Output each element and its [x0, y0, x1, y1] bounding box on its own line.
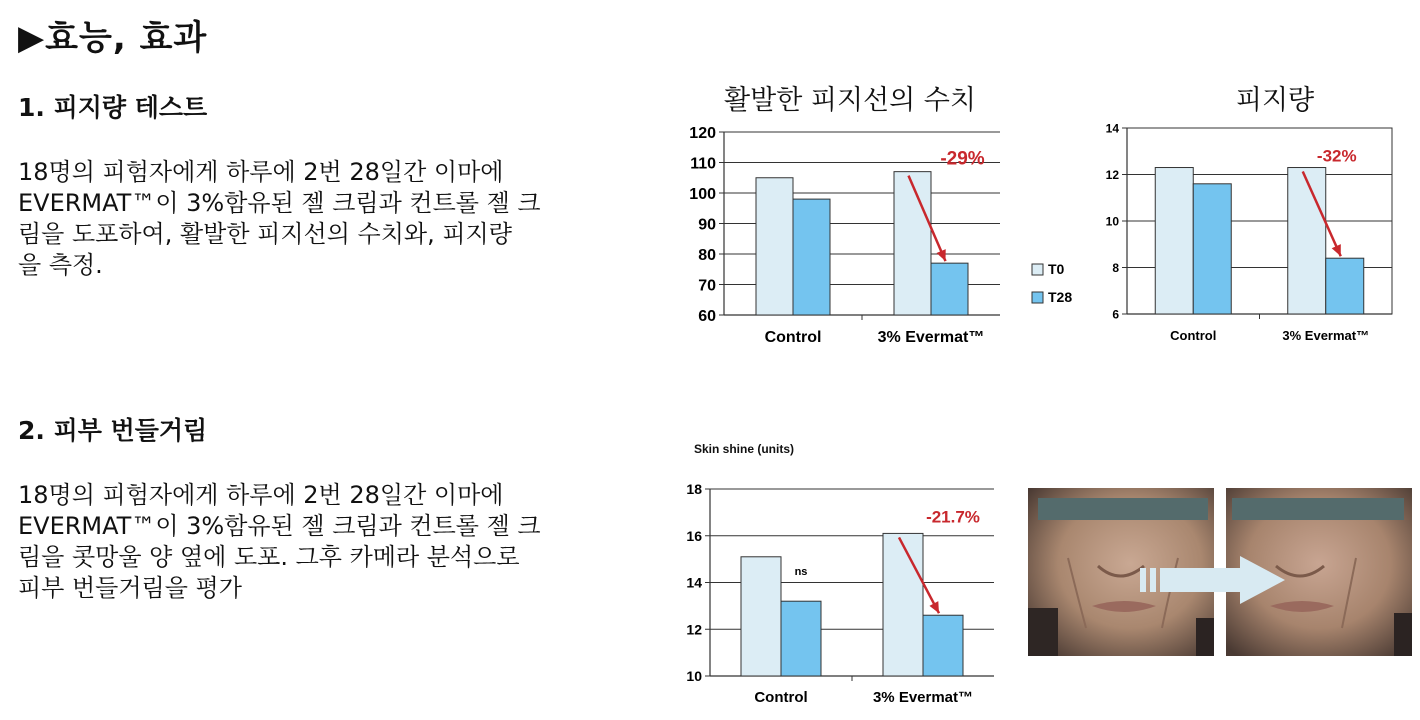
section1-line: EVERMAT™이 3%함유된 젤 크림과 컨트롤 젤 크: [18, 189, 541, 217]
reduction-percent-label: -21.7%: [926, 507, 980, 527]
chart3-group: [686, 481, 994, 706]
section2-line: 피부 번들거림을 평가: [18, 574, 242, 602]
bar-t0-control: [756, 178, 793, 315]
section2-line: EVERMAT™이 3%함유된 젤 크림과 컨트롤 젤 크: [18, 512, 541, 540]
chart3-plot: [672, 470, 1012, 720]
bar-t28-evermat: [931, 263, 968, 315]
chart1-plot: [680, 118, 1010, 358]
y-tick-label: 6: [1112, 307, 1119, 322]
chart1-group: [689, 125, 1000, 346]
chart2-title: 피지량: [1235, 85, 1315, 116]
x-category-label: Control: [764, 329, 822, 346]
y-tick-label: 100: [689, 185, 716, 203]
y-tick-label: 18: [686, 481, 702, 498]
section1-line: 림을 도포하여, 활발한 피지선의 수치와, 피지량: [18, 220, 512, 248]
section2-heading: 2. 피부 번들거림: [18, 416, 208, 445]
y-tick-label: 60: [698, 307, 716, 325]
reduction-percent-label: -32%: [1316, 146, 1357, 166]
eye-privacy-bar: [1038, 498, 1208, 520]
section1-line: 을 측정.: [18, 251, 103, 279]
y-tick-label: 10: [686, 668, 702, 685]
y-tick-label: 80: [698, 246, 716, 264]
section1-description: [18, 157, 541, 281]
chart1-title: 활발한 피지선의 수치: [724, 85, 976, 116]
bar-t0-evermat: [1288, 168, 1326, 314]
chart2-plot: [1095, 118, 1405, 358]
section1-line: 18명의 피험자에게 하루에 2번 28일간 이마에: [18, 158, 504, 186]
y-tick-label: 10: [1105, 214, 1119, 229]
x-category-label: Control: [754, 689, 808, 706]
y-tick-label: 8: [1112, 260, 1119, 275]
section2-line: 18명의 피험자에게 하루에 2번 28일간 이마에: [18, 481, 504, 509]
chart-legend: [1028, 258, 1098, 314]
y-tick-label: 14: [686, 574, 702, 591]
eye-privacy-bar: [1232, 498, 1404, 520]
comparison-arrow-icon: [1140, 556, 1290, 606]
ns-label: ns: [794, 565, 808, 578]
y-tick-label: 12: [1105, 167, 1119, 182]
y-tick-label: 90: [698, 216, 716, 234]
section2-line: 림을 콧망울 양 옆에 도포. 그후 카메라 분석으로: [18, 543, 520, 571]
bar-t28-control: [1193, 184, 1231, 314]
legend-swatch-t28: [1032, 292, 1043, 303]
y-tick-label: 110: [690, 155, 716, 173]
legend-label-t28: T28: [1048, 289, 1073, 305]
bar-t28-evermat: [923, 615, 963, 676]
section2-description: [18, 480, 541, 604]
legend-label-t0: T0: [1048, 261, 1065, 277]
bar-t0-evermat: [883, 533, 923, 676]
y-tick-label: 16: [686, 527, 702, 544]
bar-t28-control: [793, 199, 830, 315]
section1-heading: 1. 피지량 테스트: [18, 93, 208, 122]
x-category-label: 3% Evermat™: [872, 689, 974, 706]
bar-t0-control: [741, 557, 781, 676]
reduction-percent-label: -29%: [940, 148, 985, 170]
bar-t28-control: [781, 601, 821, 676]
bar-t0-evermat: [894, 172, 931, 315]
y-tick-label: 14: [1105, 121, 1119, 136]
y-tick-label: 12: [686, 621, 702, 638]
chart2-group: [1106, 121, 1392, 343]
y-tick-label: 70: [698, 277, 716, 295]
x-category-label: Control: [1170, 328, 1217, 343]
bar-t0-control: [1155, 168, 1193, 314]
bar-t28-evermat: [1326, 258, 1364, 314]
y-tick-label: 120: [689, 124, 716, 142]
x-category-label: 3% Evermat™: [1282, 328, 1370, 343]
x-category-label: 3% Evermat™: [877, 329, 985, 346]
legend-swatch-t0: [1032, 264, 1043, 275]
page-title: ▶효능, 효과: [18, 18, 208, 58]
chart3-ylabel: Skin shine (units): [694, 442, 795, 456]
